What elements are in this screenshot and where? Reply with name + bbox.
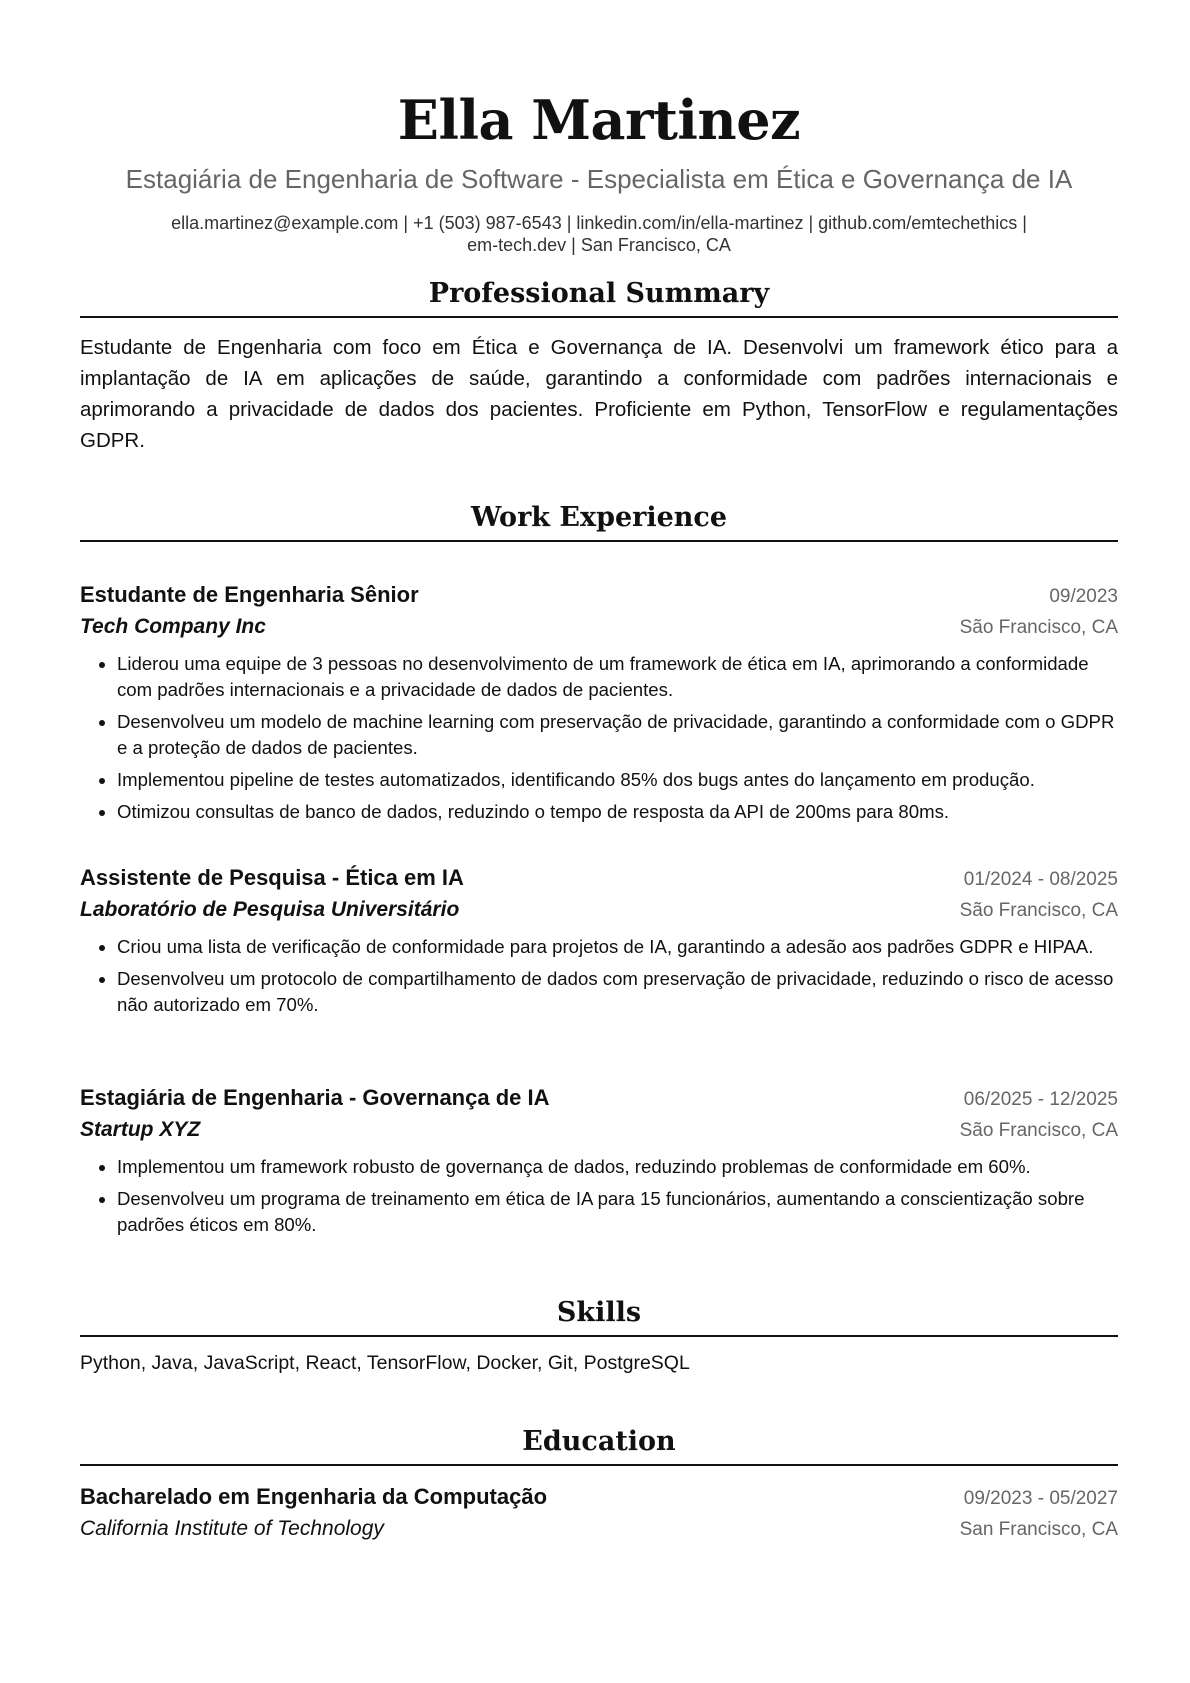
- skills-list: Python, Java, JavaScript, React, TensorFlow, Docker, Git, PostgreSQL: [80, 1352, 690, 1374]
- section-divider: [80, 316, 1118, 318]
- job-date: 09/2023: [1049, 586, 1118, 607]
- education-location: San Francisco, CA: [959, 1519, 1118, 1540]
- skills-heading: Skills: [556, 1297, 642, 1328]
- contact-info: [80, 212, 1118, 256]
- bullet-item: • Desenvolveu um programa de treinamento em ética de IA para 15 funcionários, aumentando a conscientização sobre padrões éticos em 80%.: [117, 1186, 1118, 1238]
- bullet-item: • Criou uma lista de verificação de conformidade para projetos de IA, garantindo a adesão aos padrões GDPR e HIPAA.: [117, 934, 1118, 960]
- bullet-item: • Implementou pipeline de testes automatizados, identificando 85% dos bugs antes do lançamento em produção.: [117, 767, 1118, 793]
- education-entry: [80, 1482, 1118, 1545]
- bullet-item: • Desenvolveu um protocolo de compartilhamento de dados com preservação de privacidade, reduzindo o risco de acesso não autorizado em 70%.: [117, 966, 1118, 1018]
- education-section: [80, 1424, 1118, 1466]
- experience-heading: Work Experience: [470, 502, 728, 533]
- job-company: Startup XYZ: [80, 1118, 201, 1141]
- summary-heading: Professional Summary: [428, 278, 770, 309]
- education-date: 09/2023 - 05/2027: [963, 1488, 1118, 1509]
- job-company: Tech Company Inc: [80, 615, 266, 638]
- job-location: São Francisco, CA: [959, 1120, 1118, 1141]
- contact-line-2: em-tech.dev | San Francisco, CA: [467, 235, 731, 255]
- summary-text: Estudante de Engenharia com foco em Ética e Governança de IA. Desenvolvi um framework ético para a implantação de IA em aplicações de saúde, garantindo a conformidade com padrões internacionais e aprimorando a privacidade de dados dos pacientes. Proficiente em Python, TensorFlow e regulamentações GDPR.: [80, 336, 1118, 452]
- job-bullets: [80, 651, 1118, 825]
- job-date: 06/2025 - 12/2025: [963, 1089, 1118, 1110]
- education-heading: Education: [522, 1426, 676, 1457]
- summary-section: [80, 276, 1118, 456]
- section-divider: [80, 1464, 1118, 1466]
- job-bullets: [80, 934, 1118, 1018]
- bullet-item: • Otimizou consultas de banco de dados, reduzindo o tempo de resposta da API de 200ms para 80ms.: [117, 799, 1118, 825]
- education-school: California Institute of Technology: [80, 1517, 384, 1540]
- section-divider: [80, 1335, 1118, 1337]
- bullet-item: • Desenvolveu um modelo de machine learning com preservação de privacidade, garantindo a conformidade com o GDPR e a proteção de dados de pacientes.: [117, 709, 1118, 761]
- job-company: Laboratório de Pesquisa Universitário: [80, 898, 460, 921]
- job-title: Assistente de Pesquisa - Ética em IA: [80, 865, 464, 890]
- bullet-item: • Liderou uma equipe de 3 pessoas no desenvolvimento de um framework de ética em IA, aprimorando a conformidade com padrões internacionais e a privacidade de dados de pacientes.: [117, 651, 1118, 703]
- job-entry: [80, 1083, 1118, 1244]
- experience-section: [80, 500, 1118, 542]
- contact-line-1: ella.martinez@example.com | +1 (503) 987-6543 | linkedin.com/in/ella-martinez | github.com/emtechethics |: [171, 213, 1027, 233]
- candidate-name: Ella Martinez: [397, 88, 801, 152]
- job-entry: [80, 863, 1118, 1024]
- section-divider: [80, 540, 1118, 542]
- job-entry: [80, 580, 1118, 831]
- job-bullets: [80, 1154, 1118, 1238]
- job-date: 01/2024 - 08/2025: [963, 869, 1118, 890]
- job-title: Estagiária de Engenharia - Governança de IA: [80, 1085, 550, 1110]
- skills-section: [80, 1295, 1118, 1377]
- bullet-item: • Implementou um framework robusto de governança de dados, reduzindo problemas de conformidade em 60%.: [117, 1154, 1118, 1180]
- job-location: São Francisco, CA: [959, 900, 1118, 921]
- education-degree: Bacharelado em Engenharia da Computação: [80, 1484, 548, 1509]
- job-location: São Francisco, CA: [959, 617, 1118, 638]
- candidate-headline: Estagiária de Engenharia de Software - Especialista em Ética e Governança de IA: [125, 164, 1073, 194]
- job-title: Estudante de Engenharia Sênior: [80, 582, 419, 607]
